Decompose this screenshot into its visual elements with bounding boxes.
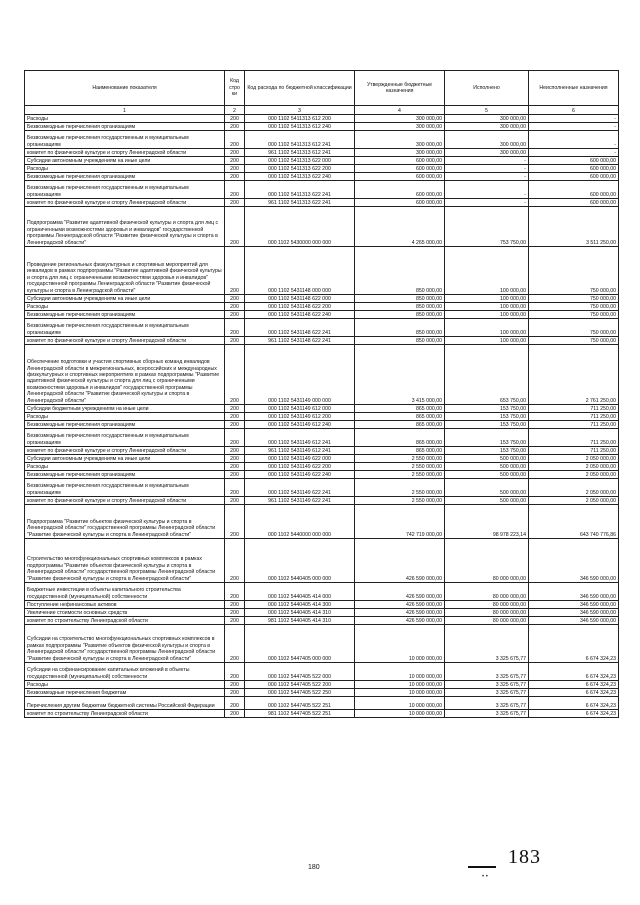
row-code: 961 1102 5411313 612 241 [245, 149, 355, 157]
table-row [25, 663, 619, 681]
stamp-dash [468, 866, 496, 868]
budget-report-sheet [24, 70, 618, 718]
row-approved: 850 000,00 [355, 295, 445, 303]
row-code: 000 1102 5440405 414 000 [245, 583, 355, 601]
row-approved: 600 000,00 [355, 157, 445, 165]
row-name: Перечисления другим бюджетам бюджетной системы Российской Федерации [25, 697, 225, 710]
table-row [25, 311, 619, 319]
row-executed: 3 325 675,77 [445, 710, 529, 718]
row-executed: 3 325 675,77 [445, 663, 529, 681]
row-name: комитет по физической культуре и спорту Ленинградской области [25, 497, 225, 505]
row-executed: 80 000 000,00 [445, 539, 529, 583]
row-code: 000 1102 5431149 612 200 [245, 413, 355, 421]
table-row [25, 471, 619, 479]
row-approved: 2 550 000,00 [355, 497, 445, 505]
header-approved: Утвержденные бюджетные назначения [355, 71, 445, 106]
table-row [25, 601, 619, 609]
table-row [25, 247, 619, 295]
row-executed: 100 000,00 [445, 247, 529, 295]
row-name: комитет по строительству Ленинградской области [25, 617, 225, 625]
budget-table [24, 70, 619, 718]
row-unexecuted: 600 000,00 [529, 157, 619, 165]
row-executed: 653 750,00 [445, 345, 529, 405]
row-unexecuted: 600 000,00 [529, 181, 619, 199]
row-unexecuted: 346 590 000,00 [529, 583, 619, 601]
row-approved: 3 415 000,00 [355, 345, 445, 405]
row-kod: 200 [225, 295, 245, 303]
row-code: 961 1102 5411313 622 241 [245, 199, 355, 207]
col-number: 4 [355, 106, 445, 115]
row-executed: 153 750,00 [445, 405, 529, 413]
row-approved: 742 719 000,00 [355, 505, 445, 539]
row-name: Строительство многофункциональных спортивных комплексов в рамках подпрограммы "Развитие объектов физической культуры и спорта в Ленинградской области" государственной программы Ленинградской области "Развитие физической культуры и спорта в Ленинградской области" [25, 539, 225, 583]
row-code: 000 1102 5447405 522 251 [245, 697, 355, 710]
table-row [25, 131, 619, 149]
table-row [25, 413, 619, 421]
row-kod: 200 [225, 479, 245, 497]
row-approved: 2 550 000,00 [355, 463, 445, 471]
row-name: Субсидии автономным учреждениям на иные цели [25, 157, 225, 165]
header-kod: Код стро ки [225, 71, 245, 106]
row-unexecuted: 2 050 000,00 [529, 463, 619, 471]
table-row [25, 497, 619, 505]
row-kod: 200 [225, 157, 245, 165]
row-executed: 80 000 000,00 [445, 583, 529, 601]
row-approved: 850 000,00 [355, 337, 445, 345]
row-kod: 200 [225, 617, 245, 625]
row-executed: 100 000,00 [445, 337, 529, 345]
row-unexecuted: 2 050 000,00 [529, 471, 619, 479]
header-name: Наименование показателя [25, 71, 225, 106]
row-unexecuted: 711 250,00 [529, 421, 619, 429]
row-executed: 500 000,00 [445, 455, 529, 463]
row-code: 000 1102 5431148 622 240 [245, 311, 355, 319]
row-code: 000 1102 5411313 612 241 [245, 131, 355, 149]
row-code: 000 1102 5447405 522 200 [245, 681, 355, 689]
row-approved: 426 590 000,00 [355, 601, 445, 609]
row-kod: 200 [225, 601, 245, 609]
row-unexecuted: 750 000,00 [529, 311, 619, 319]
table-header-row [25, 71, 619, 106]
row-approved: 426 590 000,00 [355, 583, 445, 601]
table-row [25, 115, 619, 123]
row-code: 000 1102 5447405 522 000 [245, 663, 355, 681]
row-kod: 200 [225, 165, 245, 173]
row-approved: 600 000,00 [355, 165, 445, 173]
row-unexecuted: 711 250,00 [529, 429, 619, 447]
row-code: 000 1102 5431149 612 241 [245, 429, 355, 447]
row-kod: 200 [225, 319, 245, 337]
row-name: комитет по физической культуре и спорту Ленинградской области [25, 199, 225, 207]
table-body [25, 115, 619, 718]
row-executed: 153 750,00 [445, 429, 529, 447]
row-executed: 80 000 000,00 [445, 617, 529, 625]
table-row [25, 345, 619, 405]
table-row [25, 173, 619, 181]
row-unexecuted: 750 000,00 [529, 295, 619, 303]
row-kod: 200 [225, 497, 245, 505]
table-row [25, 207, 619, 247]
row-name: Бюджетные инвестиции в объекты капитального строительства государственной (муниципальной) собственности [25, 583, 225, 601]
row-name: Безвозмездные перечисления организациям [25, 421, 225, 429]
row-executed: 153 750,00 [445, 447, 529, 455]
table-row [25, 421, 619, 429]
row-executed: 80 000 000,00 [445, 609, 529, 617]
row-name: комитет по физической культуре и спорту Ленинградской области [25, 447, 225, 455]
row-code: 000 1102 5440000 000 000 [245, 505, 355, 539]
row-unexecuted: 6 674 324,23 [529, 697, 619, 710]
row-kod: 200 [225, 609, 245, 617]
table-row [25, 181, 619, 199]
row-kod: 200 [225, 505, 245, 539]
header-unexecuted: Неисполненные назначения [529, 71, 619, 106]
col-number: 1 [25, 106, 225, 115]
row-executed: - [445, 199, 529, 207]
row-unexecuted: 6 674 324,23 [529, 710, 619, 718]
row-approved: 865 000,00 [355, 421, 445, 429]
table-row [25, 455, 619, 463]
col-number: 3 [245, 106, 355, 115]
row-unexecuted: 346 590 000,00 [529, 609, 619, 617]
row-executed: 500 000,00 [445, 497, 529, 505]
row-name: комитет по физической культуре и спорту Ленинградской области [25, 149, 225, 157]
table-row [25, 689, 619, 697]
row-code: 000 1102 5430000 000 000 [245, 207, 355, 247]
col-number: 2 [225, 106, 245, 115]
row-code: 961 1102 5431149 622 241 [245, 497, 355, 505]
row-name: Субсидии автономным учреждениям на иные цели [25, 295, 225, 303]
row-kod: 200 [225, 625, 245, 663]
row-code: 000 1102 5431149 622 240 [245, 471, 355, 479]
row-name: Безвозмездные перечисления организациям [25, 173, 225, 181]
table-row [25, 609, 619, 617]
row-name: Безвозмездные перечисления государственным и муниципальным организациям [25, 479, 225, 497]
row-code: 000 1102 5440405 000 000 [245, 539, 355, 583]
table-row [25, 295, 619, 303]
row-executed: 300 000,00 [445, 115, 529, 123]
header-code: Код расхода по бюджетной классификации [245, 71, 355, 106]
row-kod: 200 [225, 405, 245, 413]
row-code: 981 1102 5447405 522 251 [245, 710, 355, 718]
table-row [25, 697, 619, 710]
row-executed: 500 000,00 [445, 479, 529, 497]
row-unexecuted: 2 050 000,00 [529, 455, 619, 463]
table-row [25, 405, 619, 413]
row-executed: 153 750,00 [445, 421, 529, 429]
row-name: Обеспечение подготовки и участия спортивных сборных команд инвалидов Ленинградской области в межрегиональных, всероссийских и международных физкультурных и спортивных мероприятиях в рамках подпрограммы "Развитие адаптивной физической культуры и спорта для лиц с ограниченными возможностями здоровья и инвалидов" государственной программы Ленинградской области "Развитие физической культуры и спорта в Ленинградской области" [25, 345, 225, 405]
row-code: 000 1102 5411313 622 240 [245, 173, 355, 181]
row-unexecuted: 2 761 250,00 [529, 345, 619, 405]
row-kod: 200 [225, 247, 245, 295]
row-approved: 600 000,00 [355, 181, 445, 199]
row-unexecuted: 2 050 000,00 [529, 479, 619, 497]
row-unexecuted: - [529, 149, 619, 157]
row-kod: 200 [225, 149, 245, 157]
row-name: Расходы [25, 463, 225, 471]
row-code: 000 1102 5411313 612 200 [245, 115, 355, 123]
row-executed: 300 000,00 [445, 123, 529, 131]
row-unexecuted: 600 000,00 [529, 173, 619, 181]
row-name: комитет по физической культуре и спорту Ленинградской области [25, 337, 225, 345]
row-name: Субсидии автономным учреждениям на иные цели [25, 455, 225, 463]
row-code: 000 1102 5411313 622 241 [245, 181, 355, 199]
row-approved: 10 000 000,00 [355, 625, 445, 663]
table-row [25, 157, 619, 165]
row-name: Увеличение стоимости основных средств [25, 609, 225, 617]
row-approved: 2 550 000,00 [355, 455, 445, 463]
row-code: 000 1102 5431149 622 200 [245, 463, 355, 471]
row-approved: 426 590 000,00 [355, 609, 445, 617]
row-kod: 200 [225, 303, 245, 311]
table-row [25, 165, 619, 173]
stamp-number: 183 [508, 846, 541, 868]
row-unexecuted: 346 590 000,00 [529, 617, 619, 625]
row-kod: 200 [225, 421, 245, 429]
row-approved: 10 000 000,00 [355, 663, 445, 681]
row-kod: 200 [225, 697, 245, 710]
row-kod: 200 [225, 337, 245, 345]
row-unexecuted: 750 000,00 [529, 319, 619, 337]
row-name: Поступление нефинансовых активов [25, 601, 225, 609]
row-name: Расходы [25, 413, 225, 421]
row-kod: 200 [225, 681, 245, 689]
row-approved: 850 000,00 [355, 319, 445, 337]
row-executed: 500 000,00 [445, 463, 529, 471]
table-row [25, 463, 619, 471]
row-kod: 200 [225, 710, 245, 718]
row-approved: 10 000 000,00 [355, 710, 445, 718]
row-executed: 753 750,00 [445, 207, 529, 247]
row-kod: 200 [225, 345, 245, 405]
row-kod: 200 [225, 689, 245, 697]
row-executed: 100 000,00 [445, 303, 529, 311]
row-approved: 865 000,00 [355, 413, 445, 421]
row-approved: 300 000,00 [355, 131, 445, 149]
row-approved: 850 000,00 [355, 311, 445, 319]
row-approved: 300 000,00 [355, 123, 445, 131]
row-unexecuted: 6 674 324,23 [529, 681, 619, 689]
row-code: 000 1102 5431149 622 241 [245, 479, 355, 497]
row-unexecuted: 600 000,00 [529, 165, 619, 173]
row-approved: 865 000,00 [355, 447, 445, 455]
row-approved: 600 000,00 [355, 173, 445, 181]
col-number: 6 [529, 106, 619, 115]
table-row [25, 710, 619, 718]
table-row [25, 149, 619, 157]
row-unexecuted: - [529, 123, 619, 131]
row-code: 000 1102 5431149 000 000 [245, 345, 355, 405]
table-row [25, 583, 619, 601]
row-code: 000 1102 5431149 622 000 [245, 455, 355, 463]
row-executed: 3 325 675,77 [445, 681, 529, 689]
row-executed: 3 325 675,77 [445, 625, 529, 663]
table-row [25, 479, 619, 497]
row-unexecuted: 346 590 000,00 [529, 539, 619, 583]
row-approved: 4 265 000,00 [355, 207, 445, 247]
row-unexecuted: 6 674 324,23 [529, 663, 619, 681]
table-row [25, 319, 619, 337]
row-unexecuted: 600 000,00 [529, 199, 619, 207]
row-executed: 500 000,00 [445, 471, 529, 479]
table-row [25, 505, 619, 539]
row-unexecuted: - [529, 115, 619, 123]
table-row [25, 539, 619, 583]
table-row [25, 123, 619, 131]
row-executed: 3 325 675,77 [445, 689, 529, 697]
row-code: 000 1102 5431149 612 000 [245, 405, 355, 413]
row-approved: 2 550 000,00 [355, 479, 445, 497]
row-approved: 300 000,00 [355, 149, 445, 157]
row-code: 000 1102 5431149 612 240 [245, 421, 355, 429]
row-approved: 10 000 000,00 [355, 697, 445, 710]
row-unexecuted: 346 590 000,00 [529, 601, 619, 609]
row-approved: 10 000 000,00 [355, 689, 445, 697]
row-name: Проведение региональных физкультурных и спортивных мероприятий для инвалидов в рамках подпрограммы "Развитие адаптивной физической культуры и спорта для лиц с ограниченными возможностями здоровья и инвалидов" государственной программы Ленинградской области "Развитие физической культуры и спорта в Ленинградской области" [25, 247, 225, 295]
row-name: Подпрограмма "Развитие объектов физической культуры и спорта в Ленинградской области" государственной программы Ленинградской области "Развитие физической культуры и спорта в Ленинградской области" [25, 505, 225, 539]
table-row [25, 617, 619, 625]
row-name: Расходы [25, 681, 225, 689]
table-row [25, 429, 619, 447]
row-kod: 200 [225, 583, 245, 601]
row-code: 000 1102 5411313 622 000 [245, 157, 355, 165]
row-unexecuted: 643 740 776,86 [529, 505, 619, 539]
row-name: Безвозмездные перечисления бюджетам [25, 689, 225, 697]
row-executed: - [445, 181, 529, 199]
row-kod: 200 [225, 429, 245, 447]
row-kod: 200 [225, 413, 245, 421]
row-approved: 600 000,00 [355, 199, 445, 207]
row-name: Безвозмездные перечисления государственным и муниципальным организациям [25, 319, 225, 337]
row-kod: 200 [225, 447, 245, 455]
row-code: 000 1102 5431148 622 241 [245, 319, 355, 337]
row-unexecuted: 711 250,00 [529, 447, 619, 455]
row-unexecuted: - [529, 131, 619, 149]
row-name: Безвозмездные перечисления государственным и муниципальным организациям [25, 181, 225, 199]
row-executed: - [445, 157, 529, 165]
row-kod: 200 [225, 115, 245, 123]
row-approved: 300 000,00 [355, 115, 445, 123]
row-name: Безвозмездные перечисления организациям [25, 311, 225, 319]
row-name: Субсидии на софинансирование капитальных вложений в объекты государственной (муниципальной) собственности [25, 663, 225, 681]
row-executed: 153 750,00 [445, 413, 529, 421]
row-approved: 865 000,00 [355, 429, 445, 447]
row-code: 981 1102 5440405 414 310 [245, 617, 355, 625]
row-code: 961 1102 5431149 612 241 [245, 447, 355, 455]
table-row [25, 447, 619, 455]
row-executed: 100 000,00 [445, 295, 529, 303]
row-kod: 200 [225, 131, 245, 149]
row-code: 000 1102 5411313 612 240 [245, 123, 355, 131]
column-number-row [25, 106, 619, 115]
row-executed: - [445, 173, 529, 181]
row-name: Расходы [25, 165, 225, 173]
row-kod: 200 [225, 173, 245, 181]
row-name: Безвозмездные перечисления государственным и муниципальным организациям [25, 429, 225, 447]
row-code: 000 1102 5447405 000 000 [245, 625, 355, 663]
row-unexecuted: 711 250,00 [529, 413, 619, 421]
row-unexecuted: 711 250,00 [529, 405, 619, 413]
row-kod: 200 [225, 663, 245, 681]
row-kod: 200 [225, 311, 245, 319]
row-kod: 200 [225, 199, 245, 207]
row-kod: 200 [225, 463, 245, 471]
row-approved: 10 000 000,00 [355, 681, 445, 689]
row-approved: 426 590 000,00 [355, 539, 445, 583]
row-unexecuted: 3 511 250,00 [529, 207, 619, 247]
row-executed: 100 000,00 [445, 311, 529, 319]
row-name: Безвозмездные перечисления государственным и муниципальным организациям [25, 131, 225, 149]
table-row [25, 303, 619, 311]
col-number: 5 [445, 106, 529, 115]
row-code: 000 1102 5431148 000 000 [245, 247, 355, 295]
row-name: Расходы [25, 115, 225, 123]
page-number: 180 [308, 864, 320, 871]
header-executed: Исполнено [445, 71, 529, 106]
row-code: 961 1102 5431148 622 241 [245, 337, 355, 345]
row-code: 000 1102 5447405 522 250 [245, 689, 355, 697]
row-kod: 200 [225, 455, 245, 463]
row-code: 000 1102 5431148 622 000 [245, 295, 355, 303]
row-executed: 98 978 223,14 [445, 505, 529, 539]
row-code: 000 1102 5431148 622 200 [245, 303, 355, 311]
row-executed: 300 000,00 [445, 131, 529, 149]
row-unexecuted: 750 000,00 [529, 247, 619, 295]
row-name: Безвозмездные перечисления организациям [25, 471, 225, 479]
row-executed: 80 000 000,00 [445, 601, 529, 609]
row-approved: 850 000,00 [355, 247, 445, 295]
row-kod: 200 [225, 207, 245, 247]
row-name: комитет по строительству Ленинградской области [25, 710, 225, 718]
row-name: Расходы [25, 303, 225, 311]
row-name: Подпрограмма "Развитие адаптивной физической культуры и спорта для лиц с ограниченными возможностями здоровья и инвалидов" государственной программы Ленинградской области "Развитие физической культуры и спорта в Ленинградской области" [25, 207, 225, 247]
row-unexecuted: 6 674 324,23 [529, 625, 619, 663]
row-name: Субсидии бюджетным учреждениям на иные цели [25, 405, 225, 413]
row-kod: 200 [225, 181, 245, 199]
row-executed: - [445, 165, 529, 173]
row-name: Безвозмездные перечисления организациям [25, 123, 225, 131]
table-row [25, 625, 619, 663]
row-unexecuted: 750 000,00 [529, 303, 619, 311]
row-unexecuted: 750 000,00 [529, 337, 619, 345]
row-kod: 200 [225, 539, 245, 583]
row-approved: 2 550 000,00 [355, 471, 445, 479]
row-code: 000 1102 5440405 414 300 [245, 601, 355, 609]
row-approved: 426 590 000,00 [355, 617, 445, 625]
row-executed: 3 325 675,77 [445, 697, 529, 710]
row-code: 000 1102 5411313 622 200 [245, 165, 355, 173]
row-unexecuted: 2 050 000,00 [529, 497, 619, 505]
row-approved: 850 000,00 [355, 303, 445, 311]
row-unexecuted: 6 674 324,23 [529, 689, 619, 697]
table-row [25, 199, 619, 207]
table-row [25, 681, 619, 689]
row-executed: 300 000,00 [445, 149, 529, 157]
row-approved: 865 000,00 [355, 405, 445, 413]
stamp-dots: • • [482, 874, 488, 880]
row-kod: 200 [225, 471, 245, 479]
row-code: 000 1102 5440405 414 310 [245, 609, 355, 617]
row-kod: 200 [225, 123, 245, 131]
table-row [25, 337, 619, 345]
row-executed: 100 000,00 [445, 319, 529, 337]
row-name: Субсидии на строительство многофункциональных спортивных комплексов в рамках подпрограммы "Развитие объектов физической культуры и спорта в Ленинградской области" государственной программы Ленинградской области "Развитие физической культуры и спорта в Ленинградской области" [25, 625, 225, 663]
